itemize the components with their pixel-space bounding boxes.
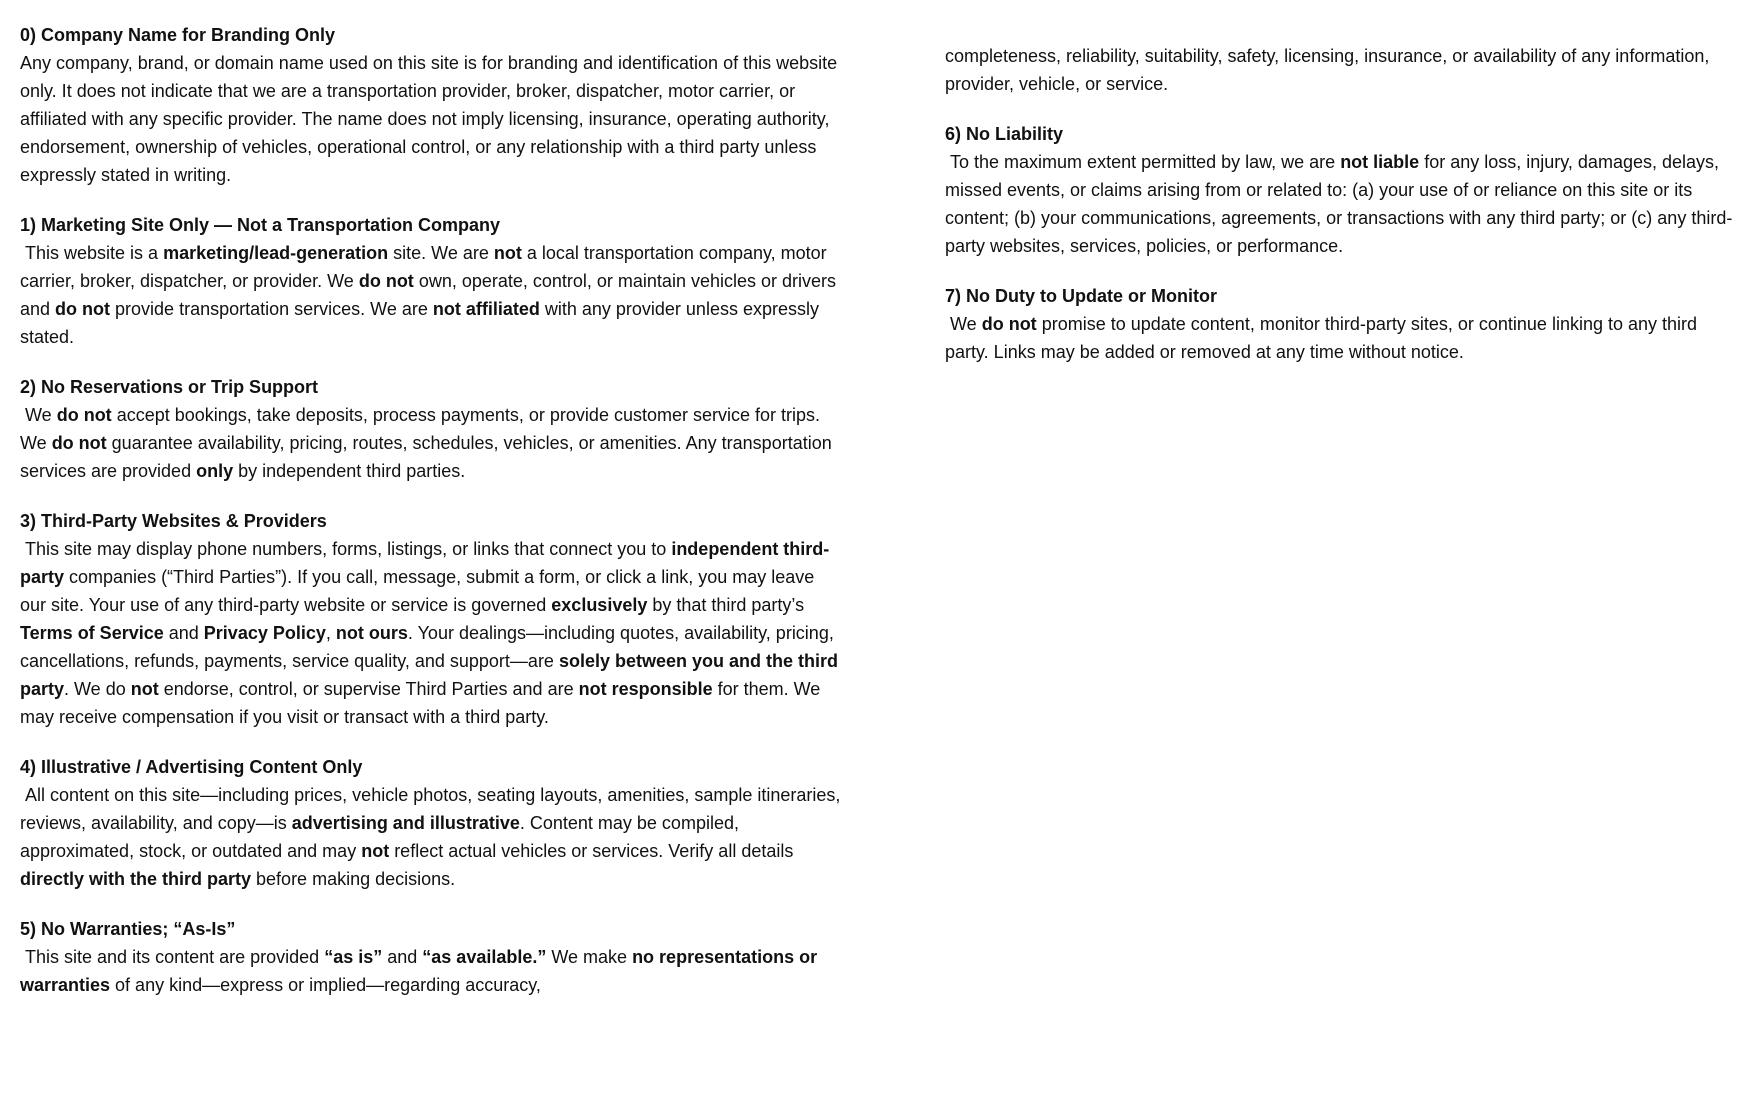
emphasis-text: not — [493, 243, 522, 263]
body-text: guarantee availability, pricing, routes, schedules, vehicles, or amenities. Any transportation services are provided — [20, 433, 837, 481]
body-text: We — [20, 405, 57, 425]
body-text: . We do — [64, 679, 131, 699]
section-heading: 1) Marketing Site Only — Not a Transportation Company — [20, 215, 501, 235]
section-paragraph — [20, 401, 845, 485]
disclaimer-section — [20, 21, 845, 189]
body-text: reflect actual vehicles or services. Verify all details — [389, 841, 799, 861]
emphasis-text: “as is” — [324, 947, 383, 967]
body-text: and — [163, 623, 204, 643]
body-text: This site and its content are provided — [20, 947, 325, 967]
body-text: for any loss, injury, damages, delays, missed events, or claims arising from or related to: (a) your use of or reliance on this site or its content; (b) your communications, agreements, or transactions with any third party; or (c) any third-party websites, services, policies, or performance. — [945, 152, 1733, 256]
emphasis-text: do not — [56, 405, 112, 425]
body-text: a local transportation company, motor carrier, broker, dispatcher, or provider. We — [20, 243, 832, 291]
body-text: by independent third parties. — [233, 461, 466, 481]
emphasis-text: marketing/lead-generation — [163, 243, 389, 263]
disclaimer-section — [20, 753, 845, 893]
body-text: . Your dealings—including quotes, availability, pricing, cancellations, refunds, payments, service quality, and support—are — [20, 623, 839, 671]
body-text: , — [325, 623, 336, 643]
body-text: We — [945, 314, 982, 334]
emphasis-text: advertising and illustrative — [291, 813, 520, 833]
section-paragraph — [945, 148, 1738, 260]
section-paragraph — [945, 310, 1738, 366]
section-heading: 2) No Reservations or Trip Support — [20, 377, 319, 397]
emphasis-text: not — [130, 679, 159, 699]
body-text: promise to update content, monitor third-party sites, or continue linking to any third party. Links may be added or removed at any time without notice. — [945, 314, 1703, 362]
body-text: by that third party’s — [647, 595, 810, 615]
section-heading: 5) No Warranties; “As-Is” — [20, 919, 236, 939]
emphasis-text: no representations or warranties — [20, 947, 823, 995]
disclaimer-section — [945, 120, 1738, 260]
disclaimer-section — [20, 915, 845, 999]
body-text: This site may display phone numbers, forms, listings, or links that connect you to — [20, 539, 672, 559]
section-heading: 6) No Liability — [945, 124, 1064, 144]
body-text: provide transportation services. We are — [110, 299, 433, 319]
emphasis-text: “as available.” — [422, 947, 547, 967]
emphasis-text: do not — [358, 271, 414, 291]
emphasis-text: not liable — [1340, 152, 1420, 172]
column-left — [20, 21, 845, 1021]
emphasis-text: Privacy Policy — [203, 623, 326, 643]
emphasis-text: not ours — [335, 623, 408, 643]
disclaimer-section — [20, 211, 845, 351]
emphasis-text: only — [196, 461, 234, 481]
body-text: completeness, reliability, suitability, safety, licensing, insurance, or availability of any information, provider, vehicle, or service. — [945, 46, 1715, 94]
emphasis-text: exclusively — [551, 595, 648, 615]
body-text: with any provider unless expressly stated. — [20, 299, 824, 347]
section-heading: 7) No Duty to Update or Monitor — [945, 286, 1217, 306]
body-text: We make — [546, 947, 633, 967]
emphasis-text: not responsible — [578, 679, 713, 699]
body-text: Any company, brand, or domain name used on this site is for branding and identification of this website only. It does not indicate that we are a transportation provider, broker, dispatcher, motor carrier, or affiliated with any specific provider. The name does not imply licensing, insurance, operating authority, endorsement, ownership of vehicles, operational control, or any relationship with a third party unless expressly stated in writing. — [20, 53, 843, 185]
emphasis-text: do not — [981, 314, 1037, 334]
section-paragraph — [20, 239, 845, 351]
emphasis-text: not affiliated — [432, 299, 540, 319]
emphasis-text: solely between you and the third party — [20, 651, 844, 699]
emphasis-text: independent third-party — [20, 539, 830, 587]
section-paragraph — [20, 535, 845, 731]
body-text: accept bookings, take deposits, process payments, or provide customer service for trips. We — [20, 405, 826, 453]
section-paragraph — [20, 781, 845, 893]
disclaimer-section — [945, 282, 1738, 366]
emphasis-text: not — [361, 841, 390, 861]
disclaimer-section — [945, 42, 1738, 98]
emphasis-text: do not — [55, 299, 111, 319]
body-text: own, operate, control, or maintain vehicles or drivers and — [20, 271, 842, 319]
body-text: for them. We may receive compensation if you visit or transact with a third party. — [20, 679, 826, 727]
body-text: and — [382, 947, 423, 967]
section-paragraph — [945, 42, 1738, 98]
section-heading: 4) Illustrative / Advertising Content Only — [20, 757, 363, 777]
section-paragraph — [20, 943, 845, 999]
section-paragraph — [20, 49, 845, 189]
body-text: To the maximum extent permitted by law, we are — [945, 152, 1341, 172]
disclaimer-section — [20, 507, 845, 731]
body-text: site. We are — [388, 243, 494, 263]
column-right — [945, 21, 1738, 1021]
emphasis-text: do not — [51, 433, 107, 453]
section-heading: 3) Third-Party Websites & Providers — [20, 511, 327, 531]
body-text: All content on this site—including prices, vehicle photos, seating layouts, amenities, sample itineraries, reviews, availability, and copy—is — [20, 785, 846, 833]
body-text: This website is a — [20, 243, 164, 263]
body-text: of any kind—express or implied—regarding accuracy, — [110, 975, 541, 995]
body-text: endorse, control, or supervise Third Parties and are — [158, 679, 579, 699]
disclaimer-section — [20, 373, 845, 485]
section-heading: 0) Company Name for Branding Only — [20, 25, 336, 45]
body-text: . Content may be compiled, approximated, stock, or outdated and may — [20, 813, 744, 861]
body-text: before making decisions. — [251, 869, 456, 889]
body-text: companies (“Third Parties”). If you call, message, submit a form, or click a link, you may leave our site. Your use of any third-party website or service is governed — [20, 567, 820, 615]
emphasis-text: directly with the third party — [20, 869, 252, 889]
emphasis-text: Terms of Service — [20, 623, 164, 643]
